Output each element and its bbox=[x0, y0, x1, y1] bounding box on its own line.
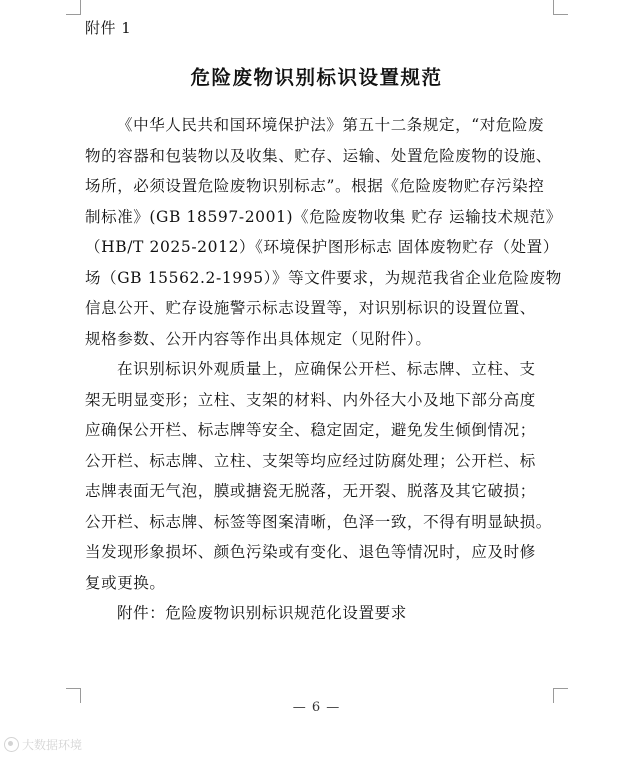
paragraph bbox=[85, 110, 560, 354]
text-line: （HB/T 2025-2012）《环境保护图形标志 固体废物贮存（处置） bbox=[85, 238, 559, 256]
text-line: 信息公开、贮存设施警示标志设置等，对识别标识的设置位置、 bbox=[85, 299, 536, 317]
text-line: 附件：危险废物识别标识规范化设置要求 bbox=[117, 604, 407, 622]
text-line: 场所，必须设置危险废物识别标志”。根据《危险废物贮存污染控 bbox=[85, 177, 545, 195]
text-line: 复或更换。 bbox=[85, 573, 166, 592]
text-line: 志牌表面无气泡，膜或搪瓷无脱落，无开裂、脱落及其它破损； bbox=[85, 482, 536, 500]
watermark-logo-icon bbox=[4, 737, 19, 752]
document-body bbox=[85, 110, 560, 629]
watermark bbox=[4, 736, 82, 753]
text-line: 公开栏、标志牌、标签等图案清晰，色泽一致，不得有明显缺损。 bbox=[85, 512, 552, 531]
text-line: 应确保公开栏、标志牌等安全、稳定固定，避免发生倾倒情况； bbox=[85, 421, 536, 439]
crop-mark-top-left bbox=[66, 0, 81, 15]
page-number: — 6 — bbox=[292, 700, 341, 715]
text-line: 在识别标识外观质量上，应确保公开栏、标志牌、立柱、支 bbox=[117, 360, 536, 378]
text-line: 公开栏、标志牌、立柱、支架等均应经过防腐处理；公开栏、标 bbox=[85, 451, 536, 470]
crop-mark-top-right bbox=[553, 0, 568, 15]
text-line: 规格参数、公开内容等作出具体规定（见附件）。 bbox=[85, 329, 432, 348]
text-line: 《中华人民共和国环境保护法》第五十二条规定，“对危险废 bbox=[117, 116, 545, 134]
paragraph bbox=[85, 354, 560, 598]
text-line: 物的容器和包装物以及收集、贮存、运输、处置危险废物的设施、 bbox=[85, 146, 552, 165]
text-line: 架无明显变形；立柱、支架的材料、内外径大小及地下部分高度 bbox=[85, 390, 536, 409]
text-line: 制标准》(GB 18597-2001)《危险废物收集 贮存 运输技术规范》 bbox=[85, 207, 562, 226]
attachment-label: 附件 1 bbox=[85, 19, 132, 37]
document-title: 危险废物识别标识设置规范 bbox=[190, 66, 443, 89]
paragraph bbox=[85, 598, 560, 629]
text-line: 场（GB 15562.2-1995）》等文件要求，为规范我省企业危险废物 bbox=[85, 268, 562, 287]
text-line: 当发现形象损坏、颜色污染或有变化、退色等情况时，应及时修 bbox=[85, 543, 536, 561]
watermark-text: 大数据环境 bbox=[22, 738, 83, 752]
